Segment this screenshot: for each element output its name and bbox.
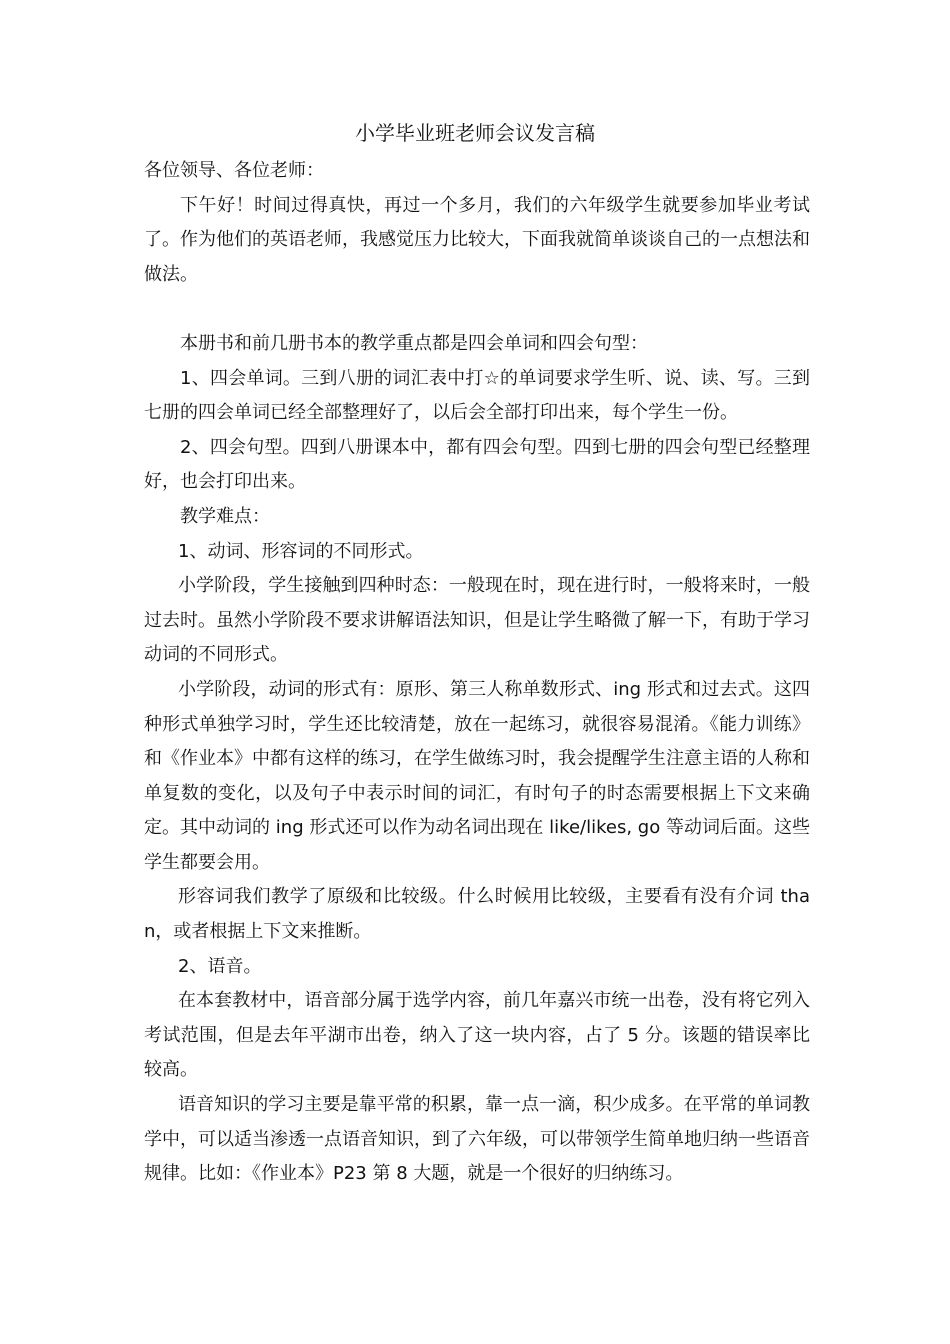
paragraph-spacer — [144, 292, 810, 327]
document-title: 小学毕业班老师会议发言稿 — [355, 121, 595, 145]
paragraph-phonetics-exam: 在本套教材中，语音部分属于选学内容，前几年嘉兴市统一出卷，没有将它列入考试范围，但是去年平湖市出卷，纳入了这一块内容，占了 5 分。该题的错误率比较高。 — [144, 990, 810, 1081]
salutation: 各位领导、各位老师： — [144, 160, 324, 181]
paragraph-adjectives: 形容词我们教学了原级和比较级。什么时候用比较级，主要看有没有介词 than，或者根据上下文来推断。 — [144, 886, 810, 943]
paragraph-vocabulary: 1、四会单词。三到八册的词汇表中打☆的单词要求学生听、说、读、写。三到七册的四会单词已经全部整理好了，以后会全部打印出来，每个学生一份。 — [144, 367, 810, 424]
paragraph-sentence-patterns: 2、四会句型。四到八册课本中，都有四会句型。四到七册的四会句型已经整理好，也会打印出来。 — [144, 436, 810, 493]
paragraph-greeting: 下午好！时间过得真快，再过一个多月，我们的六年级学生就要参加毕业考试了。作为他们的英语老师，我感觉压力比较大，下面我就简单谈谈自己的一点想法和做法。 — [144, 194, 810, 285]
paragraph-teaching-focus: 本册书和前几册书本的教学重点都是四会单词和四会句型： — [180, 332, 648, 354]
paragraph-phonetics-learning: 语音知识的学习主要是靠平常的积累，靠一点一滴，积少成多。在平常的单词教学中，可以适当渗透一点语音知识，到了六年级，可以带领学生简单地归纳一些语音规律。比如：《作业本》P23 第 8 大题，就是一个很好的归纳练习。 — [144, 1094, 810, 1185]
paragraph-difficulties-heading: 教学难点： — [180, 505, 270, 527]
document-body — [144, 154, 810, 1192]
paragraph-verb-forms: 小学阶段，动词的形式有：原形、第三人称单数形式、ing 形式和过去式。这四种形式单独学习时，学生还比较清楚，放在一起练习，就很容易混淆。《能力训练》和《作业本》中都有这样的练习，在学生做练习时，我会提醒学生注意主语的人称和单复数的变化，以及句子中表示时间的词汇，有时句子的时态需要根据上下文来确定。其中动词的 ing 形式还可以作为动名词出现在 like/likes, go 等动词后面。这些学生都要会用。 — [144, 678, 810, 873]
paragraph-verb-forms-heading: 1、动词、形容词的不同形式。 — [178, 540, 424, 562]
paragraph-phonetics-heading: 2、语音。 — [178, 955, 262, 977]
paragraph-tenses: 小学阶段，学生接触到四种时态：一般现在时，现在进行时，一般将来时，一般过去时。虽然小学阶段不要求讲解语法知识，但是让学生略微了解一下，有助于学习动词的不同形式。 — [144, 575, 810, 666]
